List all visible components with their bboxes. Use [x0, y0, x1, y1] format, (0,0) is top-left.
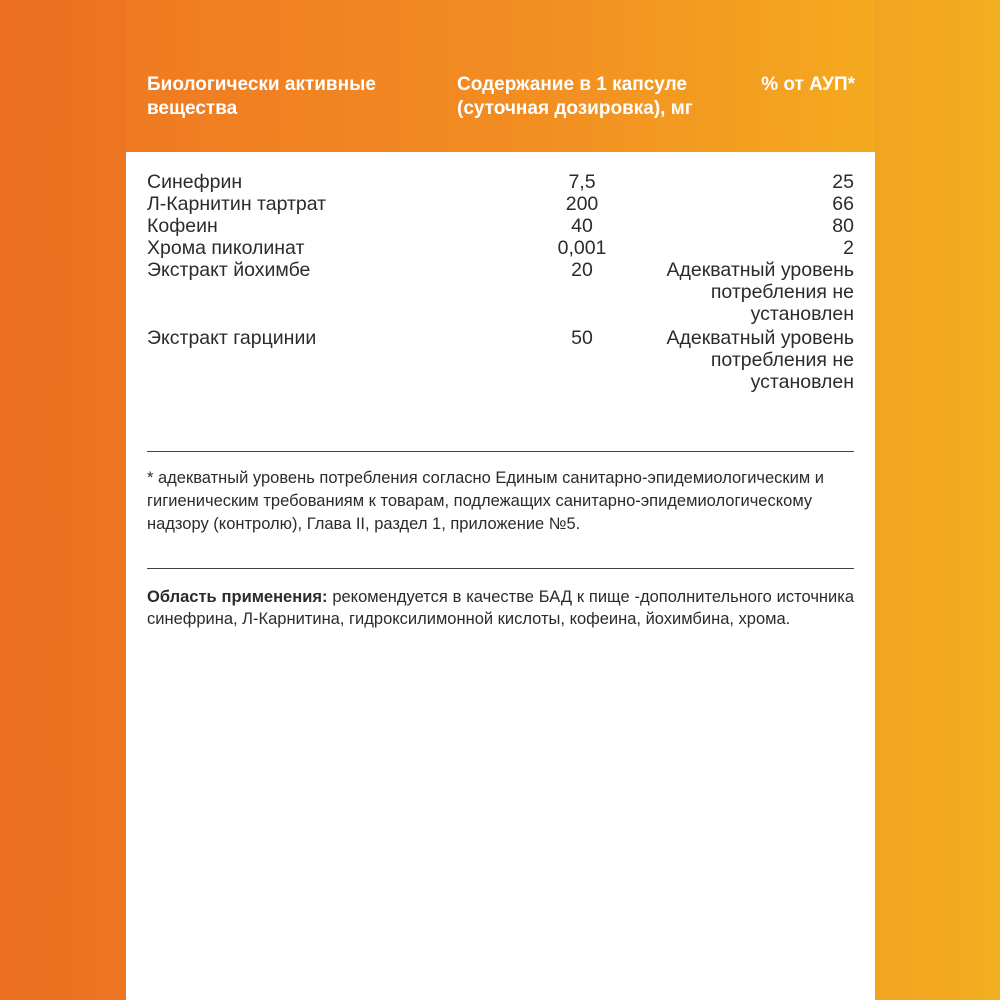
ingredient-amount: 0,001	[557, 237, 607, 259]
ingredient-amount: 40	[571, 215, 593, 237]
ingredient-percent: 2	[843, 237, 854, 259]
ingredient-percent: 25	[832, 171, 854, 193]
table-row	[147, 327, 854, 393]
ingredients-table	[147, 171, 854, 393]
footnote: * адекватный уровень потребления согласно Единым санитарно-эпидемиологическим и гигиеническим требованиям к товарам, подлежащих санитарно-эпидемиологическому надзору (контролю), Глава II, раздел 1, приложение №5.	[147, 469, 825, 533]
table-row	[147, 215, 854, 237]
header-content-per-capsule: Содержание в 1 капсуле (суточная дозировка), мг	[457, 74, 693, 119]
usage-paragraph	[147, 586, 854, 630]
ingredient-amount: 200	[565, 193, 599, 215]
ingredient-percent: 80	[832, 215, 854, 237]
ingredient-name: Хрома пиколинат	[147, 237, 305, 259]
ingredient-percent: Адекватный уровень потребления не установлен	[666, 327, 854, 393]
ingredient-percent: Адекватный уровень потребления не установлен	[666, 259, 854, 325]
ingredient-name: Экстракт йохимбе	[147, 259, 311, 281]
header-percent-aup: % от АУП*	[761, 74, 855, 95]
table-row	[147, 171, 854, 193]
ingredient-name: Кофеин	[147, 215, 218, 237]
table-row	[147, 237, 854, 259]
ingredient-percent: 66	[832, 193, 854, 215]
usage-label: Область применения:	[147, 588, 328, 606]
divider-top	[147, 451, 854, 452]
table-row	[147, 193, 854, 215]
usage-text: рекомендуется в качестве БАД к пище -дополнительного источника синефрина, Л-Карнитина, гидроксилимонной кислоты, кофеина, йохимбина, хрома.	[147, 588, 854, 628]
ingredient-name: Экстракт гарцинии	[147, 327, 317, 349]
ingredient-name: Л-Карнитин тартрат	[147, 193, 327, 215]
divider-bottom	[147, 568, 854, 569]
table-row	[147, 259, 854, 325]
ingredient-amount: 20	[571, 259, 593, 281]
ingredient-amount: 7,5	[568, 171, 596, 193]
ingredient-amount: 50	[571, 327, 593, 349]
header-active-substances: Биологически активные вещества	[147, 74, 376, 119]
ingredient-name: Синефрин	[147, 171, 243, 193]
table-header	[126, 0, 875, 152]
